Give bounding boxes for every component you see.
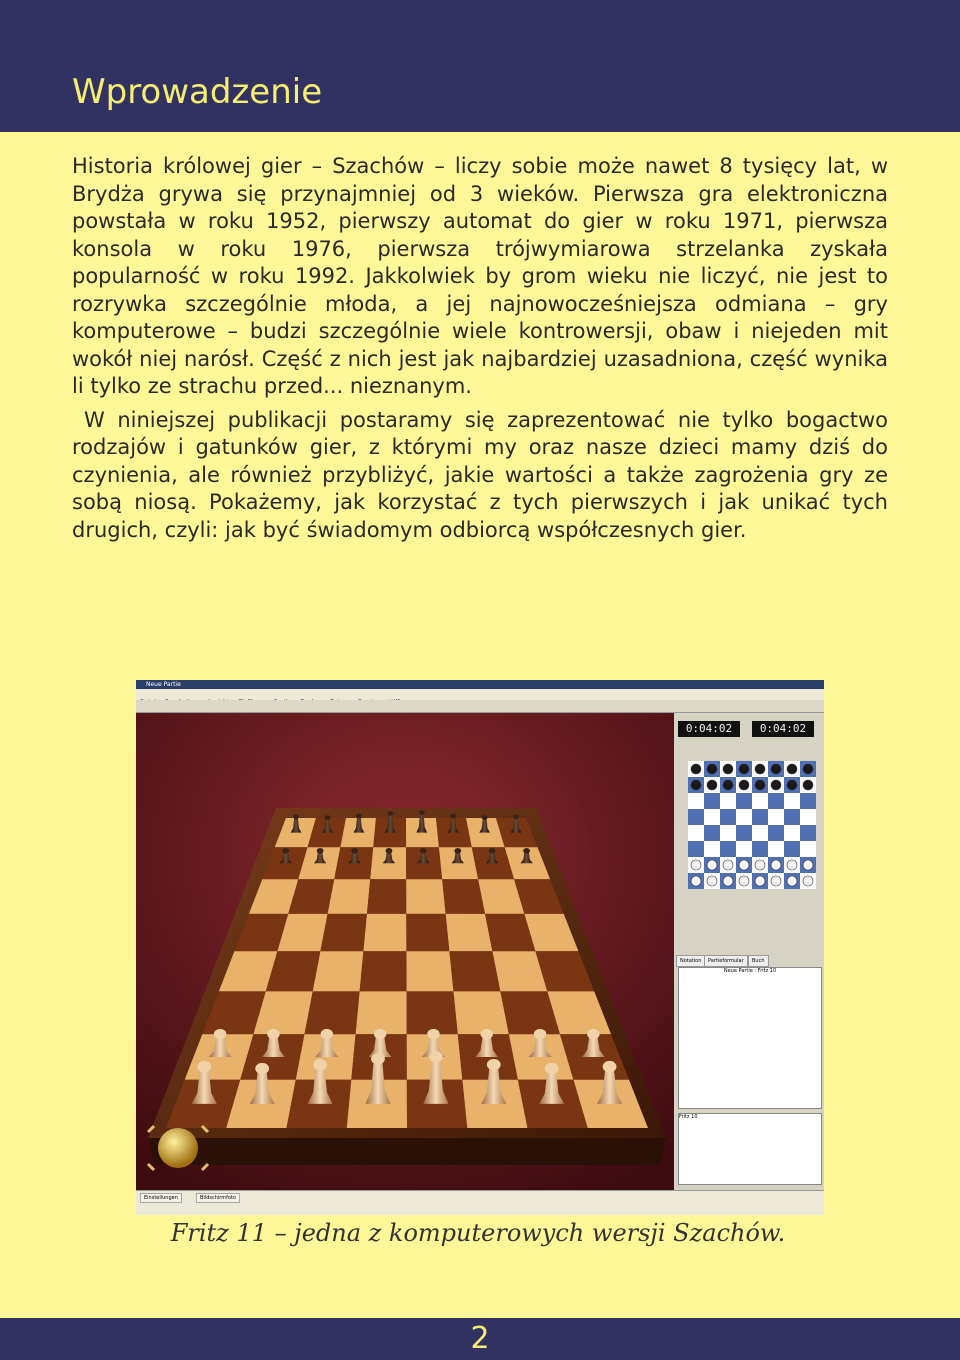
mini-square <box>784 809 800 825</box>
mini-white-piece <box>803 860 813 870</box>
mini-square <box>784 793 800 809</box>
mini-black-piece <box>771 764 781 774</box>
mini-white-piece <box>803 876 813 886</box>
board-square <box>313 951 364 991</box>
board-square <box>406 951 453 991</box>
notation-title: Neue Partie : Fritz 10 <box>723 968 777 974</box>
tab-buch[interactable]: Buch <box>748 955 769 967</box>
mini-square <box>800 809 816 825</box>
mini-black-piece <box>723 780 733 790</box>
mini-square <box>720 841 736 857</box>
mini-white-piece <box>755 876 765 886</box>
mini-square <box>768 809 784 825</box>
mini-black-piece <box>691 764 701 774</box>
mini-black-piece <box>755 780 765 790</box>
chess-screenshot <box>136 680 824 1215</box>
header-bar <box>0 0 960 132</box>
mini-black-piece <box>755 764 765 774</box>
mini-white-piece <box>723 860 733 870</box>
mini-square <box>736 809 752 825</box>
mini-black-piece <box>787 780 797 790</box>
mini-square <box>704 841 720 857</box>
tab-bildschirmfoto[interactable]: Bildschirmfoto <box>196 1193 240 1203</box>
mini-black-piece <box>739 780 749 790</box>
board-square <box>406 914 449 951</box>
board-square <box>449 951 500 991</box>
mini-square <box>704 809 720 825</box>
mini-square <box>800 793 816 809</box>
engine-label: Fritz 10 <box>679 1114 698 1120</box>
mini-square <box>704 793 720 809</box>
mini-black-piece <box>739 764 749 774</box>
toolbar <box>136 700 824 713</box>
window-titlebar <box>136 680 824 689</box>
board-square <box>367 879 406 914</box>
mini-black-piece <box>771 780 781 790</box>
clock-right: 0:04:02 <box>752 721 814 737</box>
board-square <box>360 951 407 991</box>
mini-square <box>688 825 704 841</box>
mini-square <box>720 825 736 841</box>
board-square <box>453 991 508 1034</box>
side-panel <box>674 713 824 1190</box>
paragraph-1: Historia królowej gier – Szachów – liczy sobie może nawet 8 tysięcy lat, w Brydża grywa się przynajmniej od 3 wieków. Pierwsza gra elektroniczna powstała w roku 1952, pierwszy automat do gier w roku 1971, pierwsza konsola w roku 1976, pierwsza trójwymiarowa strzelanka zyskała popularność w roku 1992. Jakkolwiek by grom wieku nie liczyć, nie jest to rozrywka szczególnie młoda, a jej najnowocześniejsza odmiana – gry komputerowe – budzi szczególnie wiele kontrowersji, obaw i niejeden mit wokół niej narósł. Część z nich jest jak najbardziej uzasadniona, część wynika li tylko ze strachu przed... nieznanym. <box>72 154 888 398</box>
tab-einstellungen[interactable]: Einstellungen <box>140 1193 182 1203</box>
mini-white-piece <box>723 876 733 886</box>
mini-black-piece <box>803 764 813 774</box>
mini-square <box>752 841 768 857</box>
mini-white-piece <box>707 860 717 870</box>
mini-square <box>800 841 816 857</box>
board-square <box>304 991 359 1034</box>
board-front-edge <box>148 1138 666 1165</box>
mini-square <box>752 825 768 841</box>
window-title: Neue Partie <box>146 681 181 688</box>
board-square <box>356 991 407 1034</box>
mini-square <box>736 841 752 857</box>
mini-square <box>688 793 704 809</box>
board-square <box>407 991 458 1034</box>
mini-square <box>752 809 768 825</box>
mini-black-piece <box>803 780 813 790</box>
mini-square <box>768 841 784 857</box>
page-title: Wprowadzenie <box>72 72 323 112</box>
engine-pane <box>678 1113 822 1185</box>
tab-partieformular[interactable]: Partieformular <box>704 955 748 967</box>
mini-white-piece <box>691 876 701 886</box>
mini-square <box>688 809 704 825</box>
mini-square <box>768 793 784 809</box>
mini-white-piece <box>755 860 765 870</box>
mini-square <box>752 793 768 809</box>
mini-white-piece <box>787 876 797 886</box>
mini-black-piece <box>787 764 797 774</box>
footer-bar <box>0 1318 960 1360</box>
status-bar <box>136 1190 824 1215</box>
mini-square <box>784 841 800 857</box>
paragraph-2: W niniejszej publikacji postaramy się zaprezentować nie tylko bogactwo rodzajów i gatunków gier, z którymi my oraz nasze dzieci mamy dziś do czynienia, ale również przybliżyć, jakie wartości a także zagrożenia gry ze sobą niosą. Pokażemy, jak korzystać z tych pierwszych i jak unikać tych drugich, czyli: jak być świadomym odbiorcą współczesnych gier. <box>72 407 888 542</box>
mini-square <box>736 825 752 841</box>
mini-white-piece <box>771 876 781 886</box>
mini-white-piece <box>771 860 781 870</box>
mini-square <box>704 825 720 841</box>
figure-caption: Fritz 11 – jedna z komputerowych wersji Szachów. <box>170 1219 786 1247</box>
board-square <box>320 914 367 951</box>
mini-square <box>768 825 784 841</box>
chessboard-3d <box>136 713 674 1190</box>
board-square <box>442 879 485 914</box>
mini-white-piece <box>787 860 797 870</box>
mini-board-2d <box>688 761 816 889</box>
mini-square <box>736 793 752 809</box>
page-number: 2 <box>470 1321 490 1356</box>
notation-pane <box>678 967 822 1109</box>
board-square <box>328 879 371 914</box>
mini-black-piece <box>723 764 733 774</box>
navigation-control <box>158 1128 198 1168</box>
mini-black-piece <box>707 780 717 790</box>
body-text <box>72 153 888 550</box>
tab-notation[interactable]: Notation <box>676 955 705 967</box>
mini-square <box>688 841 704 857</box>
mini-white-piece <box>739 876 749 886</box>
board-square <box>406 879 445 914</box>
clock-left: 0:04:02 <box>678 721 740 737</box>
mini-black-piece <box>707 764 717 774</box>
board-square <box>363 914 406 951</box>
mini-square <box>720 793 736 809</box>
mini-square <box>800 825 816 841</box>
menu-bar <box>136 689 824 700</box>
mini-white-piece <box>739 860 749 870</box>
mini-square <box>720 809 736 825</box>
mini-square <box>784 825 800 841</box>
board-square <box>446 914 493 951</box>
mini-white-piece <box>691 860 701 870</box>
mini-black-piece <box>691 780 701 790</box>
mini-white-piece <box>707 876 717 886</box>
